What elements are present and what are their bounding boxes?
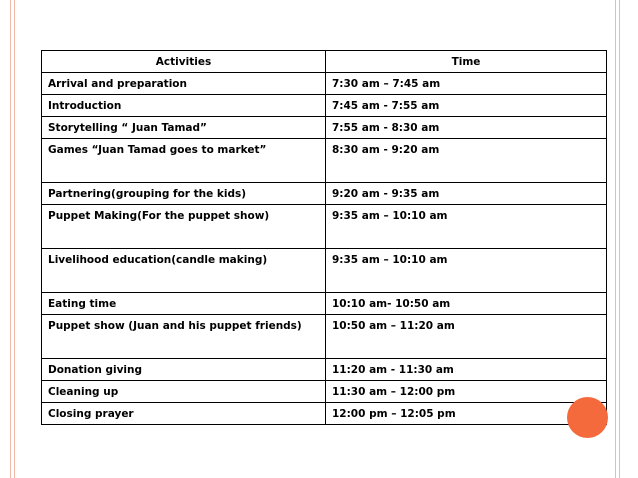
left-border-line: [10, 0, 11, 478]
table-row: [42, 95, 607, 117]
time-cell: 11:20 am - 11:30 am: [326, 359, 607, 381]
activity-cell: Introduction: [42, 95, 326, 117]
table-row: [42, 293, 607, 315]
time-cell: 7:45 am - 7:55 am: [326, 95, 607, 117]
table-header-row: [42, 51, 607, 73]
table-row: [42, 249, 607, 293]
activity-cell: Arrival and preparation: [42, 73, 326, 95]
activity-cell: Puppet show (Juan and his puppet friends): [42, 315, 326, 359]
right-border-line: [619, 0, 620, 478]
activity-cell: Donation giving: [42, 359, 326, 381]
activity-cell: Games “Juan Tamad goes to market”: [42, 139, 326, 183]
table-row: [42, 183, 607, 205]
table-row: [42, 205, 607, 249]
activity-cell: Eating time: [42, 293, 326, 315]
time-cell: 9:20 am - 9:35 am: [326, 183, 607, 205]
activity-cell: Storytelling “ Juan Tamad”: [42, 117, 326, 139]
right-border-line-inner: [615, 0, 616, 478]
activity-cell: Closing prayer: [42, 403, 326, 425]
left-border-line-inner: [14, 0, 15, 478]
table-row: [42, 139, 607, 183]
activity-cell: Cleaning up: [42, 381, 326, 403]
time-cell: 7:30 am – 7:45 am: [326, 73, 607, 95]
activities-header: Activities: [42, 51, 326, 73]
decorative-circle: [567, 397, 608, 438]
time-cell: 7:55 am - 8:30 am: [326, 117, 607, 139]
time-cell: 10:10 am- 10:50 am: [326, 293, 607, 315]
table-row: [42, 117, 607, 139]
time-cell: 9:35 am – 10:10 am: [326, 205, 607, 249]
activity-cell: Partnering(grouping for the kids): [42, 183, 326, 205]
table-row: [42, 381, 607, 403]
time-cell: 8:30 am - 9:20 am: [326, 139, 607, 183]
table-row: [42, 359, 607, 381]
activity-cell: Puppet Making(For the puppet show): [42, 205, 326, 249]
time-cell: 11:30 am – 12:00 pm: [326, 381, 607, 403]
time-cell: 10:50 am – 11:20 am: [326, 315, 607, 359]
time-cell: 9:35 am – 10:10 am: [326, 249, 607, 293]
table-row: [42, 315, 607, 359]
table-row: [42, 403, 607, 425]
activity-cell: Livelihood education(candle making): [42, 249, 326, 293]
table-row: [42, 73, 607, 95]
time-header: Time: [326, 51, 607, 73]
time-cell: 12:00 pm – 12:05 pm: [326, 403, 607, 425]
schedule-table: [41, 50, 607, 425]
